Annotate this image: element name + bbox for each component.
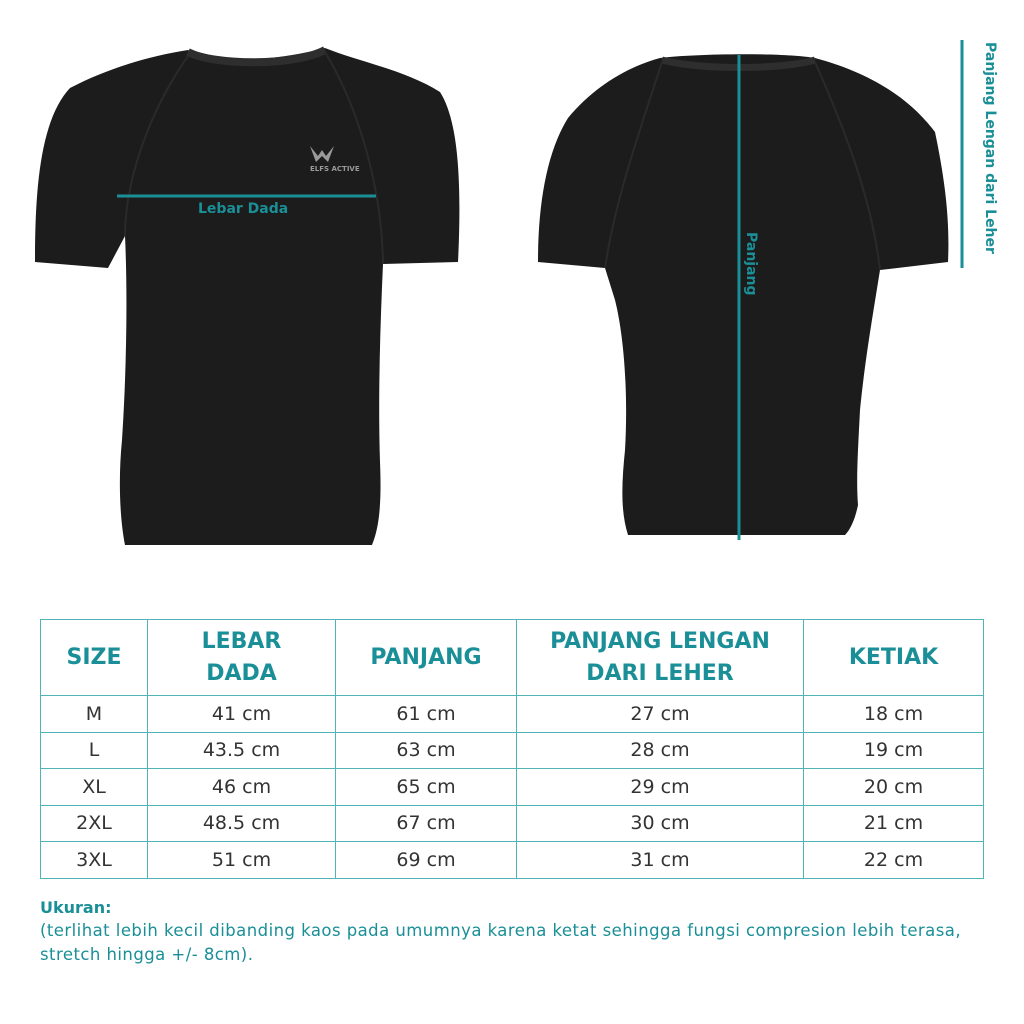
size-notes	[40, 898, 990, 967]
cell-chest-width: 43.5 cm	[148, 732, 336, 769]
table-row	[41, 732, 984, 769]
cell-sleeve-length: 28 cm	[517, 732, 804, 769]
cell-sleeve-length: 31 cm	[517, 842, 804, 879]
table-row	[41, 769, 984, 806]
table-row	[41, 696, 984, 733]
cell-sleeve-length: 29 cm	[517, 769, 804, 806]
cell-length: 69 cm	[336, 842, 517, 879]
cell-size: 3XL	[41, 842, 148, 879]
chest-label: Lebar Dada	[198, 201, 289, 217]
cell-chest-width: 46 cm	[148, 769, 336, 806]
cell-armpit: 19 cm	[804, 732, 984, 769]
cell-length: 63 cm	[336, 732, 517, 769]
brand-logo-text: ELFS ACTIVE	[310, 165, 360, 173]
cell-length: 67 cm	[336, 805, 517, 842]
length-label: Panjang	[743, 232, 759, 296]
front-collar	[188, 50, 325, 62]
sleeve-length-label: Panjang Lengan dari Leher	[982, 42, 998, 254]
table-row	[41, 842, 984, 879]
cell-sleeve-length: 27 cm	[517, 696, 804, 733]
front-shirt	[35, 48, 459, 545]
cell-chest-width: 51 cm	[148, 842, 336, 879]
cell-armpit: 18 cm	[804, 696, 984, 733]
cell-armpit: 21 cm	[804, 805, 984, 842]
cell-size: L	[41, 732, 148, 769]
table-header-row	[41, 620, 984, 696]
cell-length: 61 cm	[336, 696, 517, 733]
cell-chest-width: 41 cm	[148, 696, 336, 733]
table-row	[41, 805, 984, 842]
header-chest-width: LEBAR DADA	[148, 620, 336, 696]
header-size: SIZE	[41, 620, 148, 696]
size-chart-table	[40, 619, 984, 879]
cell-chest-width: 48.5 cm	[148, 805, 336, 842]
cell-size: 2XL	[41, 805, 148, 842]
header-sleeve-length: PANJANG LENGAN DARI LEHER	[517, 620, 804, 696]
cell-armpit: 20 cm	[804, 769, 984, 806]
cell-size: M	[41, 696, 148, 733]
cell-sleeve-length: 30 cm	[517, 805, 804, 842]
cell-length: 65 cm	[336, 769, 517, 806]
cell-size: XL	[41, 769, 148, 806]
header-armpit: KETIAK	[804, 620, 984, 696]
notes-body: (terlihat lebih kecil dibanding kaos pada umumnya karena ketat sehingga fungsi compresion lebih terasa, stretch hingga +/- 8cm).	[40, 921, 962, 964]
cell-armpit: 22 cm	[804, 842, 984, 879]
header-length: PANJANG	[336, 620, 517, 696]
notes-title: Ukuran:	[40, 898, 112, 917]
